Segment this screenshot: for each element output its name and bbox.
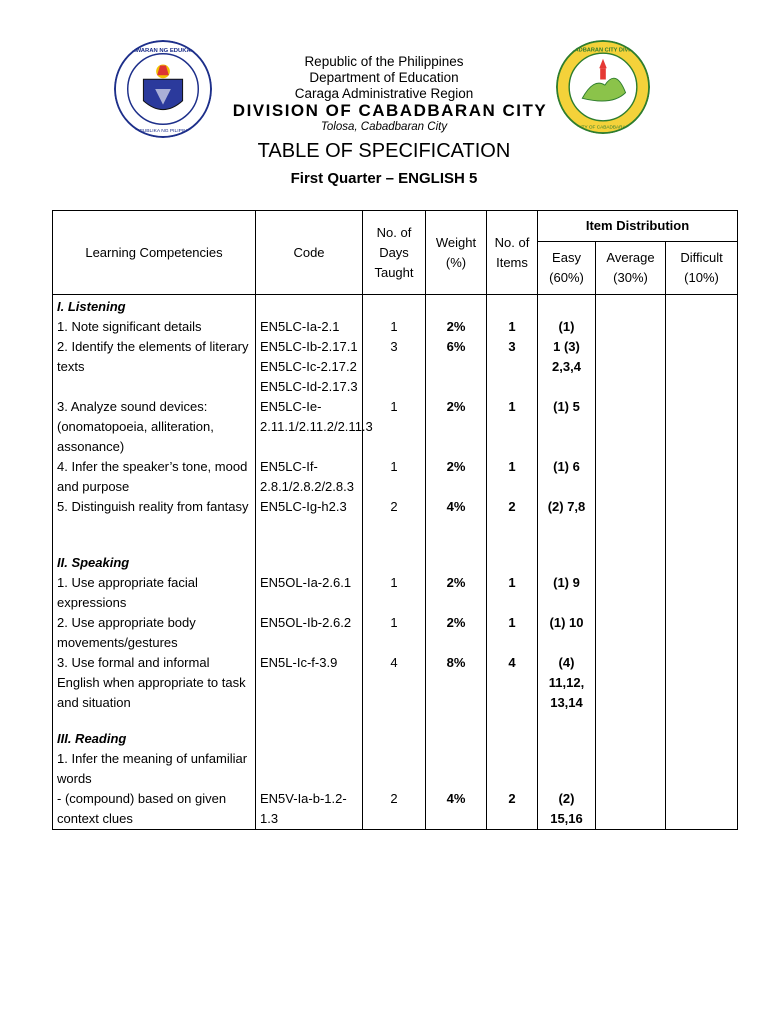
code-cell: EN5LC-If-2.8.1/2.8.2/2.8.3	[256, 457, 363, 497]
table-row	[53, 653, 738, 729]
svg-text:CABADBARAN CITY DIVISION: CABADBARAN CITY DIVISION	[562, 47, 644, 54]
weight-cell: 4%	[426, 789, 487, 830]
easy-cell: (2) 7,8	[538, 497, 596, 553]
table-row	[53, 573, 738, 613]
page-subtitle: First Quarter – ENGLISH 5	[290, 170, 478, 187]
weight-cell: 4%	[426, 497, 487, 553]
code-cell: EN5OL-Ib-2.6.2	[256, 613, 363, 653]
items-cell: 2	[487, 789, 538, 830]
table-row	[53, 553, 738, 573]
items-cell	[487, 749, 538, 789]
competency-cell: 4. Infer the speaker’s tone, mood and purpose	[53, 457, 256, 497]
days-cell: 1	[363, 613, 426, 653]
header-address: Tolosa, Cabadbaran City	[320, 121, 448, 133]
table-row	[53, 729, 738, 749]
header-code: Code	[256, 211, 363, 295]
table-row	[53, 749, 738, 789]
weight-cell: 6%	[426, 337, 487, 397]
page-title: TABLE OF SPECIFICATION	[257, 140, 511, 162]
table-row	[53, 397, 738, 457]
code-cell	[256, 749, 363, 789]
svg-text:KAGAWARAN NG EDUKASYON: KAGAWARAN NG EDUKASYON	[118, 47, 208, 54]
competency-cell: 2. Use appropriate body movements/gestures	[53, 613, 256, 653]
svg-text:CITY OF CABADBARAN: CITY OF CABADBARAN	[576, 124, 630, 130]
table-row	[53, 337, 738, 397]
weight-cell: 2%	[426, 613, 487, 653]
days-cell: 1	[363, 397, 426, 457]
easy-cell: (1)	[538, 317, 596, 337]
code-cell: EN5L-Ic-f-3.9	[256, 653, 363, 729]
section-heading: I. Listening	[53, 295, 256, 318]
items-cell: 4	[487, 653, 538, 729]
section-heading: II. Speaking	[53, 553, 256, 573]
table-row	[53, 295, 738, 318]
easy-cell	[538, 749, 596, 789]
items-cell: 1	[487, 317, 538, 337]
code-cell: EN5V-Ia-b-1.2-1.3	[256, 789, 363, 830]
days-cell	[363, 749, 426, 789]
table-row	[53, 497, 738, 553]
competency-cell: - (compound) based on given context clues	[53, 789, 256, 830]
header-division: DIVISION OF CABADBARAN CITY	[232, 101, 548, 120]
easy-cell: (1) 9	[538, 573, 596, 613]
weight-cell: 2%	[426, 317, 487, 337]
header-days: No. of Days Taught	[363, 211, 426, 295]
code-cell: EN5LC-Ib-2.17.1 EN5LC-Ic-2.17.2 EN5LC-Id-2.17.3	[256, 337, 363, 397]
weight-cell: 2%	[426, 457, 487, 497]
competency-cell: 1. Use appropriate facial expressions	[53, 573, 256, 613]
competency-cell: 2. Identify the elements of literary texts	[53, 337, 256, 397]
items-cell: 1	[487, 573, 538, 613]
items-cell: 2	[487, 497, 538, 553]
code-cell: EN5LC-Ie-2.11.1/2.11.2/2.11.3	[256, 397, 363, 457]
header-items: No. of Items	[487, 211, 538, 295]
table-row	[53, 789, 738, 830]
code-cell: EN5OL-Ia-2.6.1	[256, 573, 363, 613]
header-easy: Easy (60%)	[538, 242, 596, 295]
table-row	[53, 613, 738, 653]
header-weight: Weight (%)	[426, 211, 487, 295]
svg-text:REPUBLIKA NG PILIPINAS: REPUBLIKA NG PILIPINAS	[132, 129, 194, 135]
easy-cell: (1) 10	[538, 613, 596, 653]
days-cell: 2	[363, 789, 426, 830]
header-item-distribution: Item Distribution	[538, 211, 738, 242]
code-cell: EN5LC-Ia-2.1	[256, 317, 363, 337]
section-heading: III. Reading	[53, 729, 256, 749]
competency-cell: 1. Infer the meaning of unfamiliar words	[53, 749, 256, 789]
competency-cell: 3. Use formal and informal English when appropriate to task and situation	[53, 653, 256, 729]
days-cell: 2	[363, 497, 426, 553]
table-row	[53, 317, 738, 337]
competency-cell: 1. Note significant details	[53, 317, 256, 337]
header-department: Department of Education	[309, 70, 459, 85]
weight-cell: 2%	[426, 573, 487, 613]
weight-cell	[426, 749, 487, 789]
days-cell: 3	[363, 337, 426, 397]
days-cell: 1	[363, 573, 426, 613]
weight-cell: 8%	[426, 653, 487, 729]
items-cell: 1	[487, 457, 538, 497]
days-cell: 1	[363, 457, 426, 497]
days-cell: 4	[363, 653, 426, 729]
competency-cell: 5. Distinguish reality from fantasy	[53, 497, 256, 553]
items-cell: 1	[487, 397, 538, 457]
easy-cell: (1) 6	[538, 457, 596, 497]
table-row	[53, 457, 738, 497]
items-cell: 1	[487, 613, 538, 653]
easy-cell: 1 (3) 2,3,4	[538, 337, 596, 397]
code-cell: EN5LC-Ig-h2.3	[256, 497, 363, 553]
items-cell: 3	[487, 337, 538, 397]
weight-cell: 2%	[426, 397, 487, 457]
header-competencies: Learning Competencies	[53, 211, 256, 295]
header-region: Caraga Administrative Region	[294, 86, 474, 101]
easy-cell: (1) 5	[538, 397, 596, 457]
days-cell: 1	[363, 317, 426, 337]
specification-table	[52, 210, 738, 830]
competency-cell: 3. Analyze sound devices: (onomatopoeia, alliteration, assonance)	[53, 397, 256, 457]
easy-cell: (4) 11,12, 13,14	[538, 653, 596, 729]
header-average: Average (30%)	[596, 242, 666, 295]
header-republic: Republic of the Philippines	[304, 54, 464, 69]
header-difficult: Difficult (10%)	[666, 242, 738, 295]
easy-cell: (2) 15,16	[538, 789, 596, 830]
